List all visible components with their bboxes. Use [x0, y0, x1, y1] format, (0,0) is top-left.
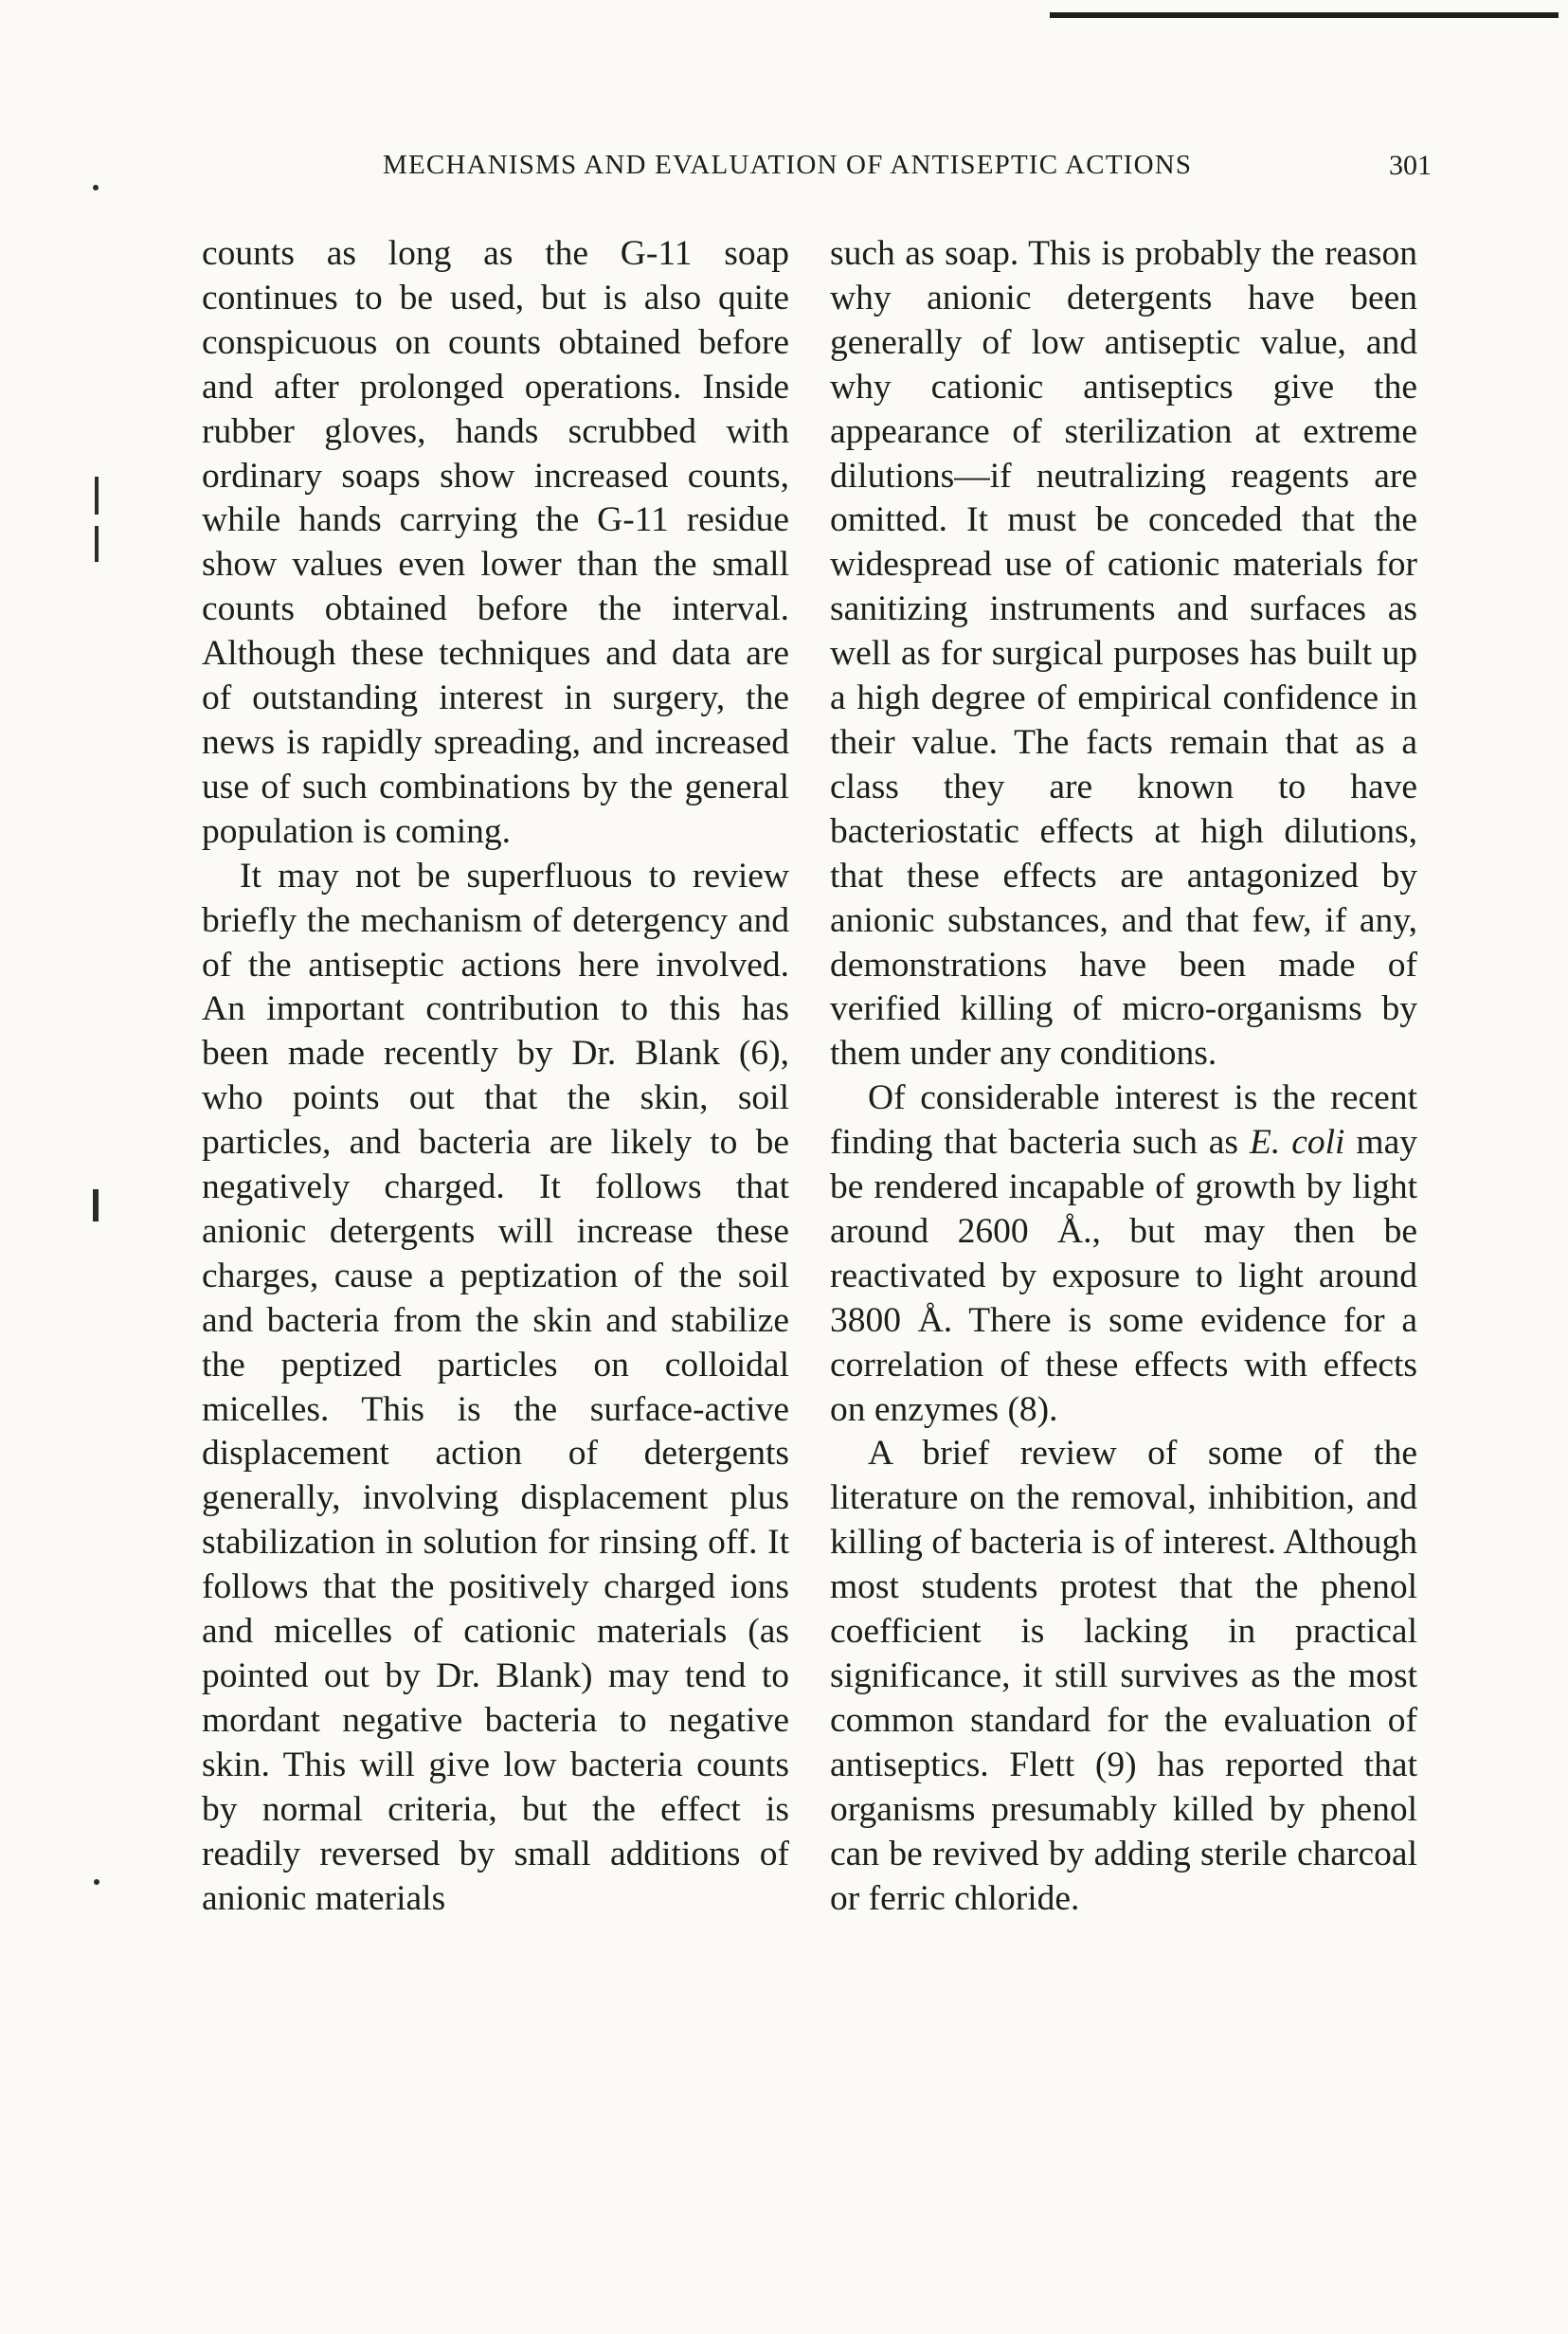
italic-species-name: E. coli: [1249, 1123, 1345, 1163]
top-rule: [1050, 12, 1559, 18]
paragraph: A brief review of some of the literature on the removal, inhibition, and killing of bacteria is of interest. Although most students protest that the phenol coefficient is lacking in practical significance, it still survives as the most common standard for the evaluation of antiseptics. Flett (9) has reported that organisms presumably killed by phenol can be revived by adding sterile charcoal or ferric chloride.: [830, 1434, 1417, 1918]
paragraph: counts as long as the G-11 soap continues to be used, but is also quite conspicuous on counts obtained before and after prolonged operations. Inside rubber gloves, hands scrubbed with ordinary soaps show increased counts, while hands carrying the G-11 residue show values even lower than the small counts obtained before the interval. Although these techniques and data are of outstanding interest in surgery, the news is rapidly spreading, and increased use of such combinations by the general population is coming.: [202, 234, 789, 851]
margin-mark: [95, 526, 99, 562]
paragraph: It may not be superfluous to review briefly the mechanism of detergency and of the antiseptic actions here involved. An important contribution to this has been made recently by Dr. Blank (6), who points out that the skin, soil particles, and bacteria are likely to be negatively charged. It follows that anionic detergents will increase these charges, cause a peptization of the soil and bacteria from the skin and stabilize the peptized particles on colloidal micelles. This is the surface-active displacement action of detergents generally, involving displacement plus stabilization in solution for rinsing off. It follows that the positively charged ions and micelles of cationic materials (as pointed out by Dr. Blank) may tend to mordant negative bacteria to negative skin. This will give low bacteria counts by normal criteria, but the effect is readily reversed by small additions of anionic materials: [202, 856, 789, 1918]
margin-mark: [93, 1189, 99, 1221]
running-head: MECHANISMS AND EVALUATION OF ANTISEPTIC ACTIONS: [383, 150, 1193, 180]
margin-mark: [95, 477, 99, 515]
page-number: 301: [1389, 150, 1432, 181]
text-run: Of considerable interest is the recent finding that bacteria such as: [830, 1078, 1417, 1163]
margin-dot: [94, 1879, 99, 1885]
paragraph: [830, 1077, 1417, 1432]
margin-dot: [93, 185, 99, 190]
text-run: may be rendered incapable of growth by light around 2600 Å., but may then be reactivated by exposure to light around 3800 Å. There is some evidence for a correlation of these effects with effects on enzymes (8).: [830, 1123, 1417, 1429]
paragraph: such as soap. This is probably the reason why anionic detergents have been generally of low antiseptic value, and why cationic antiseptics give the appearance of sterilization at extreme dilutions—if neutralizing reagents are omitted. It must be conceded that the widespread use of cationic materials for sanitizing instruments and surfaces as well as for surgical purposes has built up a high degree of empirical confidence in their value. The facts remain that as a class they are known to have bacteriostatic effects at high dilutions, that these effects are antagonized by anionic substances, and that few, if any, demonstrations have been made of verified killing of micro-organisms by them under any conditions.: [830, 234, 1417, 1074]
right-column: [830, 232, 1417, 1921]
left-column: [202, 232, 789, 1921]
